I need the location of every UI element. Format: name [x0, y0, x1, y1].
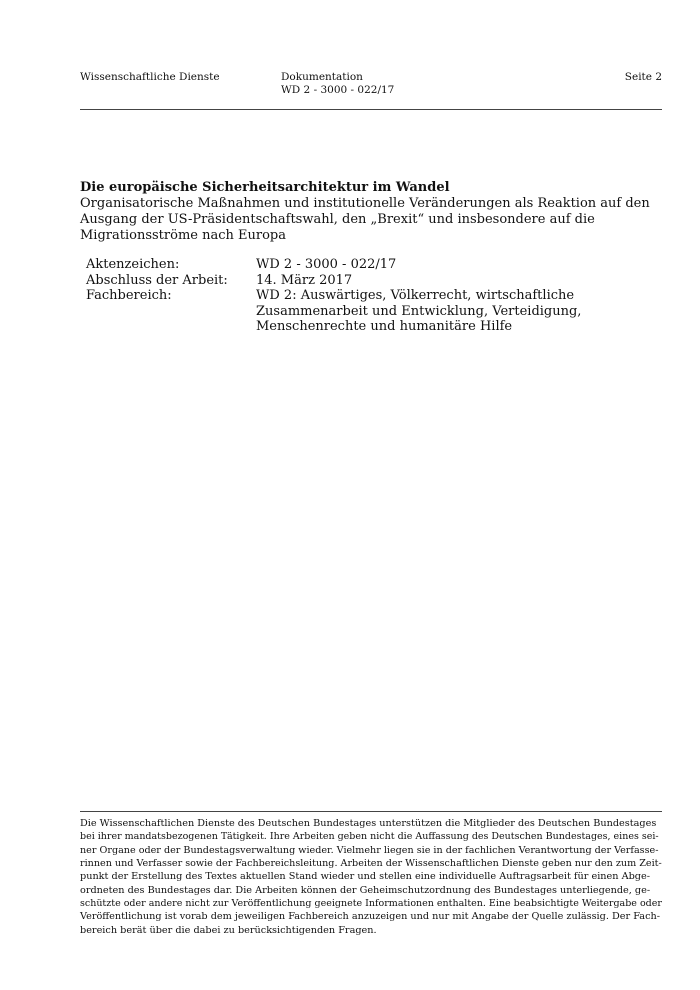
header-page-number: Seite 2 — [624, 71, 662, 83]
disclaimer-line: ordneten des Bundestages dar. Die Arbeiten können der Geheimschutzordnung des Bundestages unterliegende, ge- — [80, 884, 651, 896]
disclaimer-line: ner Organe oder der Bundestagsverwaltung wieder. Vielmehr liegen sie in der fachlichen Verantwortung der Verfasse- — [80, 844, 659, 856]
metadata-row-aktenzeichen — [86, 257, 662, 273]
document-subtitle: Organisatorische Maßnahmen und institutionelle Veränderungen als Reaktion auf den Ausgang der US-Präsidentschaftswahl, den „Brexit“ und insbesondere auf die Migrationsströme nach Europa — [80, 196, 650, 243]
disclaimer-line: schützte oder andere nicht zur Veröffentlichung geeignete Informationen enthalten. Eine beabsichtigte Weitergabe oder — [80, 898, 662, 910]
document-title: Die europäische Sicherheitsarchitektur im Wandel — [80, 180, 450, 195]
page-header — [80, 71, 662, 111]
disclaimer-line: bereich berät über die dabei zu berücksichtigenden Fragen. — [80, 924, 377, 936]
header-document-info — [281, 71, 394, 97]
disclaimer — [80, 817, 662, 937]
metadata-value: WD 2 - 3000 - 022/17 — [256, 257, 397, 272]
metadata-row-abschluss — [86, 273, 662, 289]
header-doc-number: WD 2 - 3000 - 022/17 — [281, 84, 395, 96]
header-doc-type: Dokumentation — [281, 71, 363, 83]
disclaimer-line: Veröffentlichung ist vorab dem jeweiligen Fachbereich anzuzeigen und nur mit Angabe der Quelle zulässig. Der Fach- — [80, 911, 661, 923]
metadata-value: 14. März 2017 — [256, 272, 353, 288]
metadata-value: WD 2: Auswärtiges, Völkerrecht, wirtschaftliche Zusammenarbeit und Entwicklung, Verteidigung, Menschenrechte und humanitäre Hilfe — [256, 288, 582, 334]
title-block — [80, 180, 662, 244]
metadata-table — [86, 257, 662, 335]
disclaimer-line: bei ihrer mandatsbezogenen Tätigkeit. Ihre Arbeiten geben nicht die Auffassung des Deutschen Bundestages, eines sei- — [80, 831, 659, 843]
header-divider — [80, 109, 662, 110]
metadata-label: Aktenzeichen: — [86, 257, 180, 272]
metadata-row-fachbereich — [86, 288, 662, 335]
disclaimer-line: rinnen und Verfasser sowie der Fachbereichsleitung. Arbeiten der Wissenschaftlichen Dienste geben nur den zum Zeit- — [80, 858, 662, 870]
footer-divider — [80, 811, 662, 812]
metadata-label: Fachbereich: — [86, 288, 172, 303]
metadata-label: Abschluss der Arbeit: — [86, 272, 228, 288]
disclaimer-line: Die Wissenschaftlichen Dienste des Deutschen Bundestages unterstützen die Mitglieder des Deutschen Bundestages — [80, 818, 657, 829]
disclaimer-line: punkt der Erstellung des Textes aktuellen Stand wieder und stellen eine individuelle Auftragsarbeit für einen Abge- — [80, 871, 650, 883]
header-organization: Wissenschaftliche Dienste — [80, 71, 220, 83]
